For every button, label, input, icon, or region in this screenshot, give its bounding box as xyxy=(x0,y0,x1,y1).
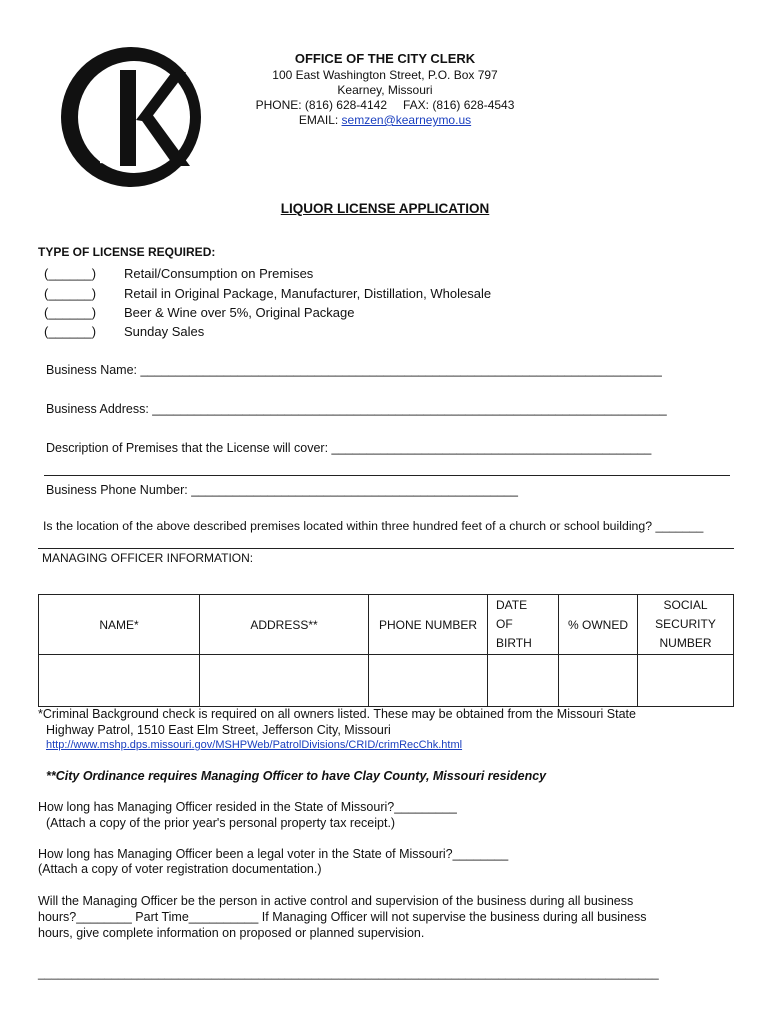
business-name-field[interactable]: Business Name: ___________________________________________________________________________ xyxy=(46,363,662,377)
office-phone: PHONE: (816) 628-4142 xyxy=(255,98,387,112)
license-option-label: Sunday Sales xyxy=(124,324,205,339)
col-name: NAME* xyxy=(39,595,200,655)
supervision-answer-line[interactable]: _____________________________________________________________________________________________ xyxy=(38,966,659,980)
logo-text: KEARNEY xyxy=(97,79,112,164)
office-fax: FAX: (816) 628-4543 xyxy=(403,98,515,112)
resided-question[interactable]: How long has Managing Officer resided in the State of Missouri?_________ xyxy=(38,800,457,814)
resided-note: (Attach a copy of the prior year's personal property tax receipt.) xyxy=(46,816,396,830)
section-divider xyxy=(38,548,734,549)
license-option-label: Beer & Wine over 5%, Original Package xyxy=(124,305,355,320)
table-row xyxy=(39,655,734,707)
license-option[interactable] xyxy=(44,286,491,302)
license-option[interactable] xyxy=(44,324,204,340)
license-checkbox-blank[interactable]: (______) xyxy=(44,286,97,301)
cell-dob[interactable] xyxy=(488,655,559,707)
office-title: OFFICE OF THE CITY CLERK xyxy=(294,51,476,66)
license-option-label: Retail/Consumption on Premises xyxy=(124,266,314,281)
premises-description-field[interactable]: Description of Premises that the License will cover: ______________________________________________ xyxy=(46,441,652,455)
criminal-check-note-2: Highway Patrol, 1510 East Elm Street, Jefferson City, Missouri xyxy=(46,723,391,737)
col-dob: DATE OF BIRTH xyxy=(488,595,559,655)
email-label: EMAIL: xyxy=(298,113,342,127)
license-option[interactable] xyxy=(44,266,313,282)
managing-officer-table xyxy=(38,594,734,707)
cell-name[interactable] xyxy=(39,655,200,707)
col-owned: % OWNED xyxy=(559,595,638,655)
supervision-question-3: hours, give complete information on proposed or planned supervision. xyxy=(38,926,425,940)
email-link[interactable]: semzen@kearneymo.us xyxy=(341,113,472,127)
supervision-question-2[interactable]: hours?________ Part Time__________ If Managing Officer will not supervise the business during all business xyxy=(38,910,647,924)
license-checkbox-blank[interactable]: (______) xyxy=(44,305,97,320)
license-type-heading: TYPE OF LICENSE REQUIRED: xyxy=(38,245,216,259)
form-title: LIQUOR LICENSE APPLICATION xyxy=(280,201,490,216)
ordinance-note: **City Ordinance requires Managing Officer to have Clay County, Missouri residency xyxy=(46,769,547,783)
cell-address[interactable] xyxy=(200,655,369,707)
kearney-logo xyxy=(56,42,206,192)
cell-phone[interactable] xyxy=(369,655,488,707)
table-header-row xyxy=(39,595,734,655)
business-address-field[interactable]: Business Address: __________________________________________________________________________ xyxy=(46,402,667,416)
description-continuation-line[interactable] xyxy=(44,475,730,476)
license-option-label: Retail in Original Package, Manufacturer, Distillation, Wholesale xyxy=(124,286,492,301)
business-phone-field[interactable]: Business Phone Number: _______________________________________________ xyxy=(46,483,518,497)
license-checkbox-blank[interactable]: (______) xyxy=(44,266,97,281)
managing-officer-heading: MANAGING OFFICER INFORMATION: xyxy=(42,551,254,565)
license-checkbox-blank[interactable]: (______) xyxy=(44,324,97,339)
background-check-link[interactable]: http://www.mshp.dps.missouri.gov/MSHPWeb/PatrolDivisions/CRID/crimRecChk.html xyxy=(46,739,463,751)
supervision-question-1: Will the Managing Officer be the person in active control and supervision of the business during all business xyxy=(38,894,634,908)
office-email-line xyxy=(200,113,570,128)
col-phone: PHONE NUMBER xyxy=(369,595,488,655)
office-city: Kearney, Missouri xyxy=(337,83,433,97)
voter-note: (Attach a copy of voter registration documentation.) xyxy=(38,862,322,876)
criminal-check-note: *Criminal Background check is required on all owners listed. These may be obtained from the Missouri State xyxy=(38,707,636,721)
voter-question[interactable]: How long has Managing Officer been a legal voter in the State of Missouri?________ xyxy=(38,847,509,861)
col-ssn: SOCIAL SECURITY NUMBER xyxy=(638,595,734,655)
cell-owned[interactable] xyxy=(559,655,638,707)
office-address: 100 East Washington Street, P.O. Box 797 xyxy=(272,68,498,82)
license-option[interactable] xyxy=(44,305,355,321)
col-address: ADDRESS** xyxy=(200,595,369,655)
office-phone-fax xyxy=(200,98,570,113)
church-school-question[interactable]: Is the location of the above described premises located within three hundred feet of a church or school building? _______ xyxy=(43,519,704,533)
cell-ssn[interactable] xyxy=(638,655,734,707)
